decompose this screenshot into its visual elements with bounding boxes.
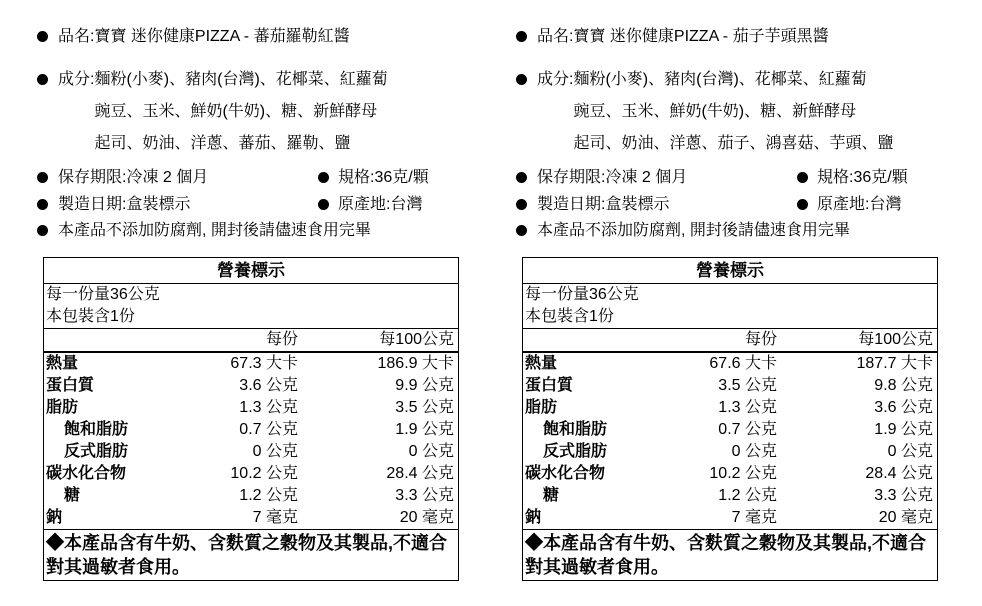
row-label: 反式脂肪 [543,443,608,460]
shelf-life-value: 冷凍 2 個月 [126,169,209,186]
row-per-serving: 10.2 公克 [709,465,777,482]
bullet-icon [797,199,808,210]
table-row [44,353,458,375]
shelf-life-row [516,168,948,187]
serving-size: 每一份量36公克 [46,286,160,303]
row-per-serving: 1.3 公克 [718,399,777,416]
allergen-note: ◆本產品含有牛奶、含麩質之穀物及其製品,不適合對其過敏者食用。 [525,533,926,577]
no-preservative-note: 本產品不添加防腐劑, 開封後請儘速食用完畢 [58,222,371,239]
col-header-per-serving: 每份 [744,331,777,348]
mfg-date-label: 製造日期: [58,196,127,213]
table-row [44,375,458,397]
row-per-serving: 67.3 大卡 [230,355,298,372]
row-per-100g: 9.8 公克 [874,377,933,394]
row-per-100g: 1.9 公克 [395,421,454,438]
row-per-serving: 7 毫克 [252,509,298,526]
mfg-date-row [37,195,469,214]
bullet-icon [37,74,48,85]
servings-per-pack: 本包裝含1份 [525,308,614,325]
bullet-icon [318,172,329,183]
row-per-serving: 3.6 公克 [239,377,298,394]
row-per-serving: 0.7 公克 [239,421,298,438]
row-label: 脂肪 [525,399,558,416]
row-label: 糖 [64,487,81,504]
product-name-label: 品名: [537,28,574,45]
row-per-100g: 3.6 公克 [874,399,933,416]
shelf-life-label: 保存期限: [58,169,127,186]
bullet-icon [516,225,527,236]
row-per-serving: 0 公克 [731,443,777,460]
row-label: 反式脂肪 [64,443,129,460]
bullet-icon [37,31,48,42]
row-per-100g: 20 毫克 [878,509,933,526]
ingredients-row [516,64,948,160]
nutrition-body [44,353,458,530]
table-row [44,507,458,529]
servings-per-pack: 本包裝含1份 [46,308,135,325]
nutrition-table [43,257,459,581]
nutrition-header-row [523,329,937,353]
table-row [44,463,458,485]
mfg-date-value: 盒裝標示 [605,196,670,213]
row-label: 飽和脂肪 [64,421,129,438]
serving-size: 每一份量36公克 [525,286,639,303]
spec-label: 規格: [338,169,375,186]
product-name-row [37,27,469,46]
row-per-100g: 3.3 公克 [395,487,454,504]
row-label: 飽和脂肪 [543,421,608,438]
row-per-serving: 0.7 公克 [718,421,777,438]
row-per-100g: 187.7 大卡 [856,355,933,372]
table-row [523,441,937,463]
table-row [523,419,937,441]
nutrition-body [523,353,937,530]
row-label: 碳水化合物 [46,465,127,482]
mfg-date-label: 製造日期: [537,196,606,213]
row-label: 脂肪 [46,399,79,416]
col-header-per-100g: 每100公克 [379,331,454,348]
spec-value: 36克/顆 [853,169,908,186]
row-label: 碳水化合物 [525,465,606,482]
nutrition-header-row [44,329,458,353]
col-header-per-100g: 每100公克 [858,331,933,348]
row-per-100g: 0 公克 [887,443,933,460]
shelf-life-value: 冷凍 2 個月 [605,169,688,186]
table-row [523,507,937,529]
ingredients-lines [94,64,387,160]
bullet-icon [318,199,329,210]
row-per-serving: 7 毫克 [731,509,777,526]
origin-value: 台灣 [869,196,902,213]
row-per-100g: 0 公克 [408,443,454,460]
row-per-100g: 3.5 公克 [395,399,454,416]
product-name-row [516,27,948,46]
shelf-life-label: 保存期限: [537,169,606,186]
spec-value: 36克/顆 [374,169,429,186]
bullet-icon [37,172,48,183]
row-label: 鈉 [46,509,63,526]
row-label: 熱量 [46,355,79,372]
ingredients-row [37,64,469,160]
ingredients-line: 豌豆、玉米、鮮奶(牛奶)、糖、新鮮酵母 [573,103,857,120]
table-row [44,419,458,441]
origin-value: 台灣 [390,196,423,213]
origin-label: 原產地: [338,196,391,213]
table-row [523,353,937,375]
table-row [44,397,458,419]
origin-label: 原產地: [817,196,870,213]
mfg-date-row [516,195,948,214]
serving-info [523,284,937,329]
ingredients-line: 豌豆、玉米、鮮奶(牛奶)、糖、新鮮酵母 [94,103,378,120]
row-label: 蛋白質 [46,377,95,394]
row-per-serving: 67.6 大卡 [709,355,777,372]
origin-item [318,195,422,214]
table-row [44,485,458,507]
table-row [44,441,458,463]
col-header-per-serving: 每份 [265,331,298,348]
ingredients-line: 麵粉(小麥)、豬肉(台灣)、花椰菜、紅蘿蔔 [94,71,388,88]
nutrition-table [522,257,938,581]
table-row [523,463,937,485]
spec-item [318,168,429,187]
header-spacer [523,329,655,351]
row-per-100g: 186.9 大卡 [377,355,454,372]
ingredients-line: 起司、奶油、洋蔥、茄子、鴻喜菇、芋頭、鹽 [573,135,894,152]
bullet-icon [797,172,808,183]
allergen-note: ◆本產品含有牛奶、含麩質之穀物及其製品,不適合對其過敏者食用。 [46,533,447,577]
product-name-label: 品名: [58,28,95,45]
spec-item [797,168,908,187]
ingredients-line: 起司、奶油、洋蔥、蕃茄、羅勒、鹽 [94,135,351,152]
table-row [523,485,937,507]
no-preservative-row [516,221,948,240]
header-spacer [44,329,176,351]
row-per-serving: 1.2 公克 [239,487,298,504]
row-label: 蛋白質 [525,377,574,394]
row-per-serving: 1.2 公克 [718,487,777,504]
bullet-icon [37,225,48,236]
row-per-100g: 1.9 公克 [874,421,933,438]
row-per-serving: 10.2 公克 [230,465,298,482]
row-per-100g: 3.3 公克 [874,487,933,504]
bullet-icon [516,74,527,85]
no-preservative-row [37,221,469,240]
bullet-icon [516,199,527,210]
spec-label: 規格: [817,169,854,186]
row-per-100g: 28.4 公克 [865,465,933,482]
ingredients-label: 成分: [58,71,95,88]
ingredients-line: 麵粉(小麥)、豬肉(台灣)、花椰菜、紅蘿蔔 [573,71,867,88]
bullet-icon [37,199,48,210]
ingredients-label: 成分: [537,71,574,88]
shelf-life-row [37,168,469,187]
bullet-icon [516,172,527,183]
nutrition-title: 營養標示 [44,258,458,284]
row-label: 鈉 [525,509,542,526]
table-row [523,375,937,397]
row-label: 熱量 [525,355,558,372]
row-per-serving: 0 公克 [252,443,298,460]
product-name-value: 寶寶 迷你健康PIZZA - 蕃茄羅勒紅醬 [94,28,350,45]
nutrition-title: 營養標示 [523,258,937,284]
no-preservative-note: 本產品不添加防腐劑, 開封後請儘速食用完畢 [537,222,850,239]
row-per-100g: 28.4 公克 [386,465,454,482]
row-label: 糖 [543,487,560,504]
product-name-value: 寶寶 迷你健康PIZZA - 茄子芋頭黑醬 [573,28,829,45]
row-per-serving: 1.3 公克 [239,399,298,416]
bullet-icon [516,31,527,42]
table-row [523,397,937,419]
mfg-date-value: 盒裝標示 [126,196,191,213]
serving-info [44,284,458,329]
ingredients-lines [573,64,893,160]
row-per-100g: 20 毫克 [399,509,454,526]
row-per-100g: 9.9 公克 [395,377,454,394]
origin-item [797,195,901,214]
row-per-serving: 3.5 公克 [718,377,777,394]
